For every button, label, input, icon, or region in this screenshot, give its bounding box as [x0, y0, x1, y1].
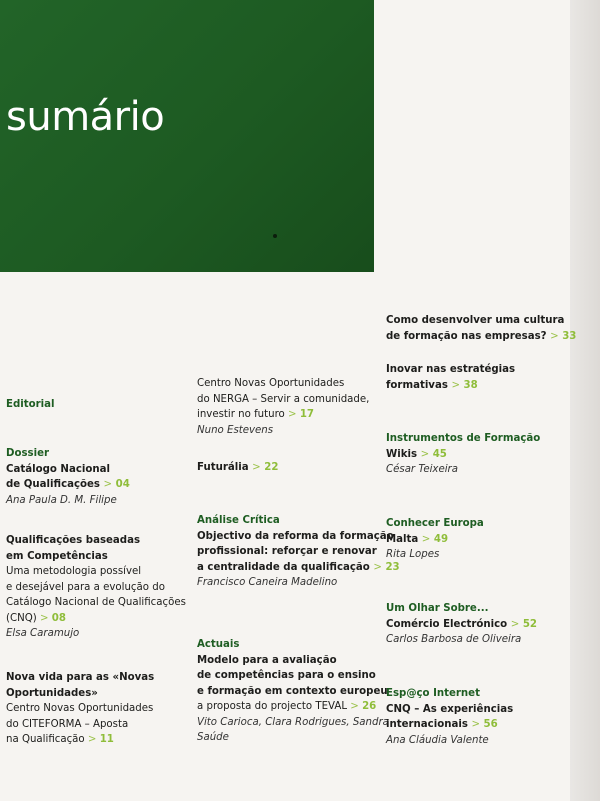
- entry-title: de formação nas empresas?: [386, 330, 547, 342]
- entry-title: Qualificações baseadas: [6, 535, 141, 546]
- section-heading: Um Olhar Sobre...: [386, 603, 489, 614]
- toc-entry-analise[interactable]: [197, 513, 400, 591]
- toc-entry-inovar[interactable]: [386, 362, 586, 393]
- entry-subtitle: (CNQ): [6, 612, 37, 624]
- entry-title: Oportunidades»: [6, 687, 98, 699]
- page-arrow: >: [373, 561, 382, 573]
- entry-title: do NERGA – Servir a comunidade,: [197, 393, 370, 405]
- page-title: sumário: [6, 94, 165, 140]
- page-number: 26: [362, 701, 377, 712]
- page-number: 17: [299, 409, 314, 420]
- page-number: 49: [433, 533, 449, 545]
- toc-entry-dossier[interactable]: [6, 446, 191, 508]
- section-heading: Actuais: [197, 639, 240, 650]
- header-banner: [0, 0, 374, 272]
- entry-author: Rita Lopes: [386, 549, 440, 560]
- page-arrow: >: [420, 448, 430, 460]
- toc-entry-qualificacoes[interactable]: [6, 533, 191, 642]
- entry-subtitle: Centro Novas Oportunidades: [6, 703, 154, 714]
- page-number: 08: [51, 612, 66, 624]
- entry-author: Saúde: [197, 732, 229, 743]
- section-heading: Conhecer Europa: [386, 518, 484, 529]
- entry-author: Nuno Estevens: [197, 424, 274, 436]
- page-arrow: >: [39, 612, 49, 624]
- page-arrow: >: [510, 618, 520, 630]
- entry-title: investir no futuro: [197, 409, 285, 420]
- page-number: 33: [562, 330, 577, 342]
- toc-entry-europa[interactable]: [386, 516, 586, 563]
- toc-editorial[interactable]: Editorial: [6, 399, 55, 410]
- entry-title: Wikis: [386, 448, 418, 460]
- entry-title: profissional: reforçar e renovar: [197, 546, 377, 557]
- entry-title: internacionais: [386, 719, 468, 730]
- section-heading: Esp@ço Internet: [386, 688, 480, 699]
- page-number: 11: [99, 734, 114, 745]
- entry-subtitle: Catálogo Nacional de Qualificações: [6, 597, 186, 608]
- page-arrow: >: [451, 379, 460, 391]
- page-number: 45: [432, 448, 447, 460]
- entry-author: Carlos Barbosa de Oliveira: [386, 634, 522, 645]
- page-number: 22: [264, 462, 279, 473]
- entry-title: Centro Novas Oportunidades: [197, 378, 345, 389]
- toc-entry-internet[interactable]: [386, 686, 586, 748]
- entry-author: Ana Cláudia Valente: [386, 734, 489, 746]
- print-speck: [273, 234, 277, 238]
- entry-author: César Teixeira: [386, 464, 458, 475]
- entry-title: Inovar nas estratégias: [386, 364, 516, 375]
- page-arrow: >: [550, 330, 559, 342]
- entry-title: Comércio Electrónico: [386, 618, 508, 630]
- toc-entry-instrumentos[interactable]: [386, 431, 586, 478]
- entry-subtitle: e desejável para a evolução do: [6, 581, 165, 593]
- entry-title: Modelo para a avaliação: [197, 654, 337, 666]
- page-number: 56: [483, 719, 498, 730]
- page-arrow: >: [471, 719, 480, 730]
- entry-title: Catálogo Nacional: [6, 463, 110, 475]
- entry-title: CNQ – As experiências: [386, 703, 514, 715]
- page-arrow: >: [252, 462, 261, 473]
- entry-author: Elsa Caramujo: [6, 628, 80, 639]
- section-heading: Dossier: [6, 448, 50, 459]
- toc-entry-nova-vida[interactable]: [6, 670, 191, 748]
- entry-title: de competências para o ensino: [197, 670, 376, 681]
- entry-author: Ana Paula D. M. Filipe: [6, 494, 117, 506]
- page-number: 04: [115, 479, 130, 490]
- entry-title: de Qualificações: [6, 479, 100, 490]
- section-heading: Instrumentos de Formação: [386, 433, 541, 444]
- entry-title: Nova vida para as «Novas: [6, 672, 155, 683]
- page-number: 38: [463, 379, 478, 391]
- toc-entry-actuais[interactable]: [197, 637, 389, 746]
- page-number: 52: [522, 618, 538, 630]
- entry-author: Francisco Caneira Madelino: [197, 577, 338, 588]
- entry-subtitle: Uma metodologia possível: [6, 566, 142, 577]
- page-number: 23: [385, 561, 400, 573]
- entry-title: Futurália: [197, 462, 249, 473]
- page-arrow: >: [103, 479, 113, 490]
- entry-title: Como desenvolver uma cultura: [386, 315, 565, 326]
- section-heading: Análise Crítica: [197, 515, 280, 526]
- page-arrow: >: [421, 533, 431, 545]
- toc-entry-cultura[interactable]: [386, 313, 586, 344]
- page-arrow: >: [288, 409, 297, 420]
- toc-entry-futuralia[interactable]: [197, 460, 385, 476]
- toc-entry-olhar[interactable]: [386, 601, 586, 648]
- entry-title: Objectivo da reforma da formação: [197, 530, 394, 542]
- page-arrow: >: [350, 701, 359, 712]
- page-edge-shadow: [570, 0, 600, 801]
- entry-subtitle: na Qualificação: [6, 734, 85, 745]
- entry-author: Vito Carioca, Clara Rodrigues, Sandra: [197, 716, 389, 728]
- entry-title: em Competências: [6, 550, 108, 562]
- entry-subtitle: do CITEFORMA – Aposta: [6, 718, 129, 730]
- entry-title: Malta: [386, 533, 419, 545]
- entry-title: a centralidade da qualificação: [197, 561, 370, 573]
- page-arrow: >: [87, 734, 97, 745]
- toc-entry-centro-nerga[interactable]: [197, 376, 385, 438]
- entry-title: formativas: [386, 379, 448, 391]
- entry-title: e formação em contexto europeu: [197, 685, 388, 697]
- entry-subtitle: a proposta do projecto TEVAL: [197, 701, 348, 712]
